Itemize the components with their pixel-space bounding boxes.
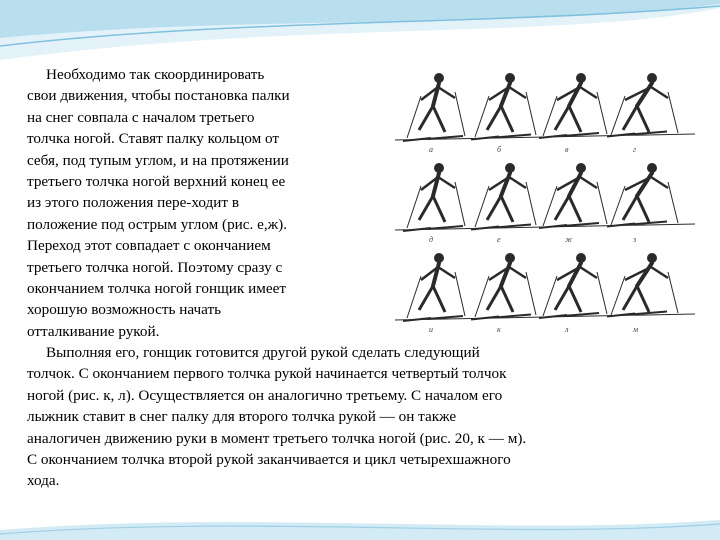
skier-arm — [438, 87, 455, 98]
text-line: аналогичен движению руки в момент третьего толчка ногой (рис. 20, к — м). — [27, 429, 527, 447]
skier-arm — [651, 87, 668, 98]
skier-leg — [569, 196, 581, 222]
skier-leg — [501, 196, 513, 222]
ski-pole — [668, 92, 678, 133]
figure-label: к — [497, 325, 501, 334]
skier-leg — [555, 286, 569, 310]
ski-pole — [543, 96, 557, 136]
paragraph-1 — [27, 64, 290, 342]
ski-pole — [475, 276, 489, 317]
skier-arm — [438, 177, 455, 188]
text-line: себя, под тупым углом, и на протяжении — [27, 151, 289, 169]
skier-leg — [419, 196, 433, 220]
skier-leg — [637, 106, 649, 132]
ski-pole — [455, 92, 465, 136]
ski-pole — [407, 96, 421, 138]
skier-leg — [487, 196, 501, 220]
figure-label: г — [633, 145, 637, 154]
skier-leg — [501, 106, 513, 132]
ski-pole — [597, 92, 607, 134]
ski-pole — [455, 182, 465, 226]
skier-arm — [509, 267, 526, 278]
skier-sequence-figure — [395, 62, 695, 334]
ski-pole — [526, 92, 536, 135]
ski-pole — [543, 186, 557, 226]
figure-label: з — [633, 235, 637, 244]
text-line: Переход этот совпадает с окончанием — [27, 237, 271, 255]
skier-leg — [623, 286, 637, 310]
text-line: ногой (рис. к, л). Осуществляется он аналогично третьему. С началом его — [27, 386, 503, 404]
text-line: лыжник ставит в снег палку для второго толчка рукой — он также — [27, 408, 457, 426]
skier-leg — [487, 106, 501, 130]
text-line: хода. — [27, 472, 60, 490]
ski-pole — [526, 272, 536, 315]
skier-leg — [569, 286, 581, 312]
figure-label: в — [565, 145, 569, 154]
skier-arm — [580, 267, 597, 278]
figure-label: д — [429, 235, 434, 244]
figure-label: ж — [565, 235, 573, 244]
text-line: третьего толчка ногой. Поэтому сразу с — [27, 258, 283, 276]
skier-arm — [651, 267, 668, 278]
skier-torso — [433, 263, 439, 286]
text-line: отталкивание рукой. — [27, 322, 160, 340]
text-line: Необходимо так скоординировать — [27, 66, 265, 83]
skier-leg — [433, 286, 445, 312]
skier-leg — [419, 286, 433, 310]
skier-arm — [509, 177, 526, 188]
ski-pole — [668, 182, 678, 223]
ski-pole — [668, 272, 678, 313]
skier-torso — [433, 173, 439, 196]
skier-arm — [580, 87, 597, 98]
text-line: хорошую возможность начать — [27, 301, 222, 319]
skier-leg — [419, 106, 433, 130]
figure-label: б — [497, 145, 502, 154]
text-line: окончанием толчка ногой гонщик имеет — [27, 280, 286, 298]
skier-leg — [487, 286, 501, 310]
skier-leg — [569, 106, 581, 132]
ski-pole — [407, 276, 421, 318]
text-line: толчка ногой. Ставят палку кольцом от — [27, 130, 280, 148]
ski-pole — [543, 276, 557, 316]
skier-leg — [555, 196, 569, 220]
skier-leg — [637, 196, 649, 222]
skier-leg — [501, 286, 513, 312]
text-line: третьего толчка ногой верхний конец ее — [27, 173, 286, 191]
skier-torso — [501, 83, 510, 106]
skier-leg — [623, 196, 637, 220]
text-line: на снег совпала с началом третьего — [27, 108, 255, 126]
figure-label: и — [429, 325, 433, 334]
text-line: Выполняя его, гонщик готовится другой рукой сделать следующий — [27, 344, 480, 361]
ski-pole — [475, 186, 489, 227]
ski-pole — [526, 182, 536, 225]
skier-leg — [555, 106, 569, 130]
figure-label: м — [633, 325, 639, 334]
skier-arm — [509, 87, 526, 98]
skier-leg — [433, 106, 445, 132]
ski-pole — [597, 182, 607, 224]
skier-arm — [651, 177, 668, 188]
figure-label: л — [565, 325, 569, 334]
skier-torso — [501, 263, 510, 286]
text-line: С окончанием толчка второй рукой заканчивается и цикл четырехшажного — [27, 451, 511, 469]
skier-torso — [433, 83, 439, 106]
paragraph-2 — [27, 342, 526, 492]
ski-pole — [475, 96, 489, 137]
text-line: из этого положения пере-ходит в — [27, 194, 239, 212]
skier-leg — [623, 106, 637, 130]
text-line: толчок. С окончанием первого толчка рукой начинается четвертый толчок — [27, 365, 507, 383]
figure-label: е — [497, 235, 501, 244]
ski-pole — [455, 272, 465, 316]
skier-leg — [637, 286, 649, 312]
text-line: свои движения, чтобы постановка палки — [27, 87, 290, 105]
figure-label: а — [429, 145, 433, 154]
skier-leg — [433, 196, 445, 222]
ski-pole — [597, 272, 607, 314]
text-line: положение под острым углом (рис. е,ж). — [27, 215, 288, 233]
skier-arm — [438, 267, 455, 278]
skier-torso — [501, 173, 510, 196]
ski-pole — [407, 186, 421, 228]
skier-arm — [580, 177, 597, 188]
